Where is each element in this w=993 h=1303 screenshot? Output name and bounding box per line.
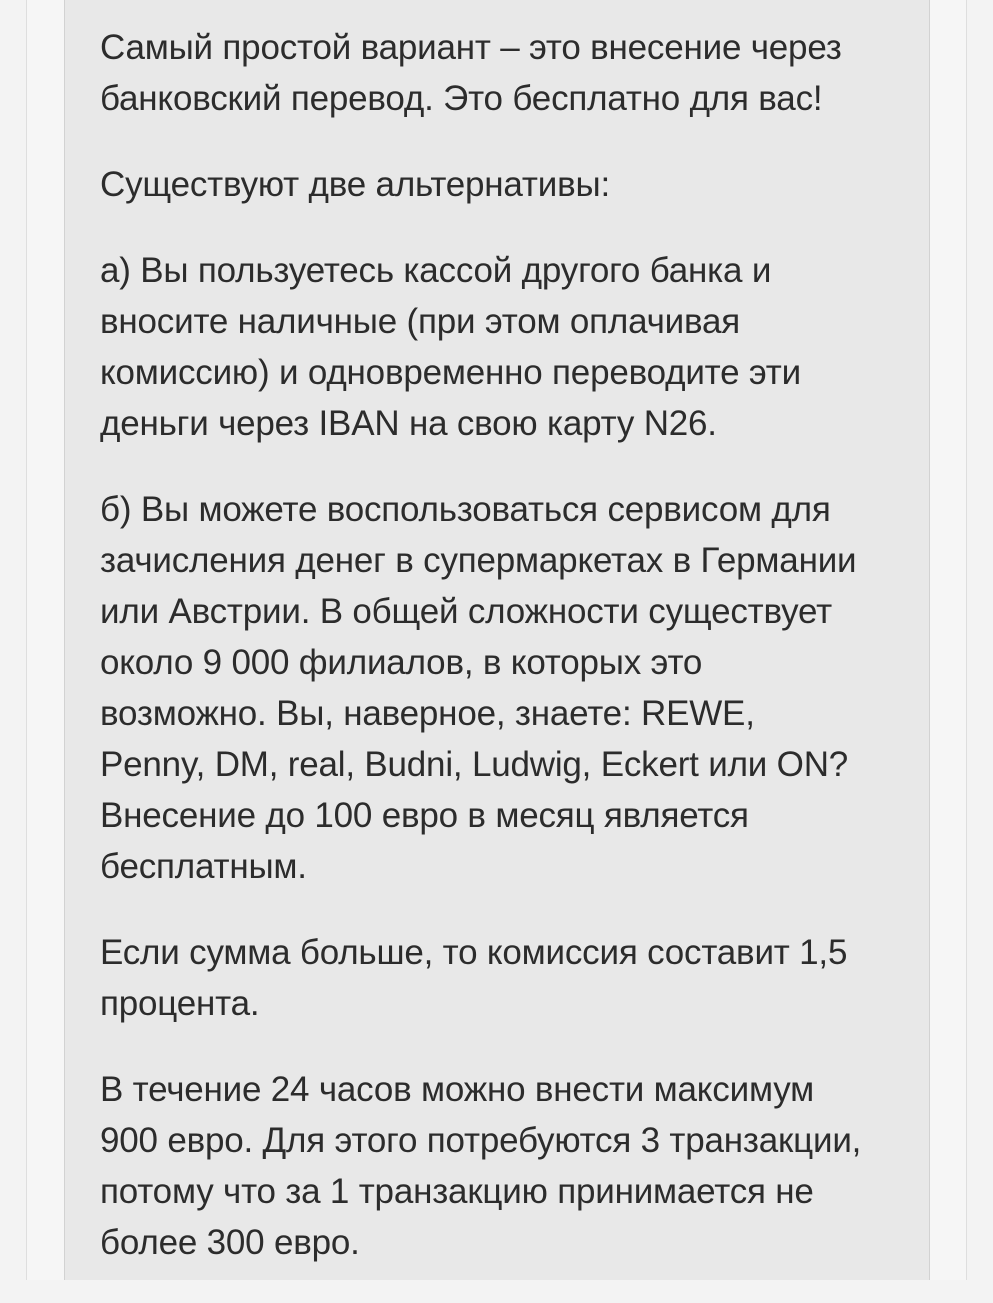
paragraph-option-b: б) Вы можете воспользоваться сервисом для зачисления денег в супермаркетах в Германии или Австрии. В общей сложности существует около 9 000 филиалов, в которых это возможно. Вы, наверное, знаете: REWE, Penny, DM, real, Budni, Ludwig, Eckert или ON? Внесение до 100 евро в месяц является бесплатным. bbox=[100, 490, 857, 886]
paragraph-alternatives-heading: Существуют две альтернативы: bbox=[100, 165, 610, 204]
message-text bbox=[100, 22, 920, 1303]
paragraph-limit: В течение 24 часов можно внести максимум 900 евро. Для этого потребуются 3 транзакции, потому что за 1 транзакцию принимается не более 300 евро. bbox=[100, 1070, 862, 1262]
paragraph-commission: Если сумма больше, то комиссия составит 1,5 процента. bbox=[100, 933, 848, 1023]
paragraph-bank-transfer: Самый простой вариант – это внесение через банковский перевод. Это бесплатно для вас! bbox=[100, 28, 842, 118]
paragraph-option-a: а) Вы пользуетесь кассой другого банка и вносите наличные (при этом оплачивая комиссию) и одновременно переводите эти деньги через IBAN на свою карту N26. bbox=[100, 251, 801, 443]
